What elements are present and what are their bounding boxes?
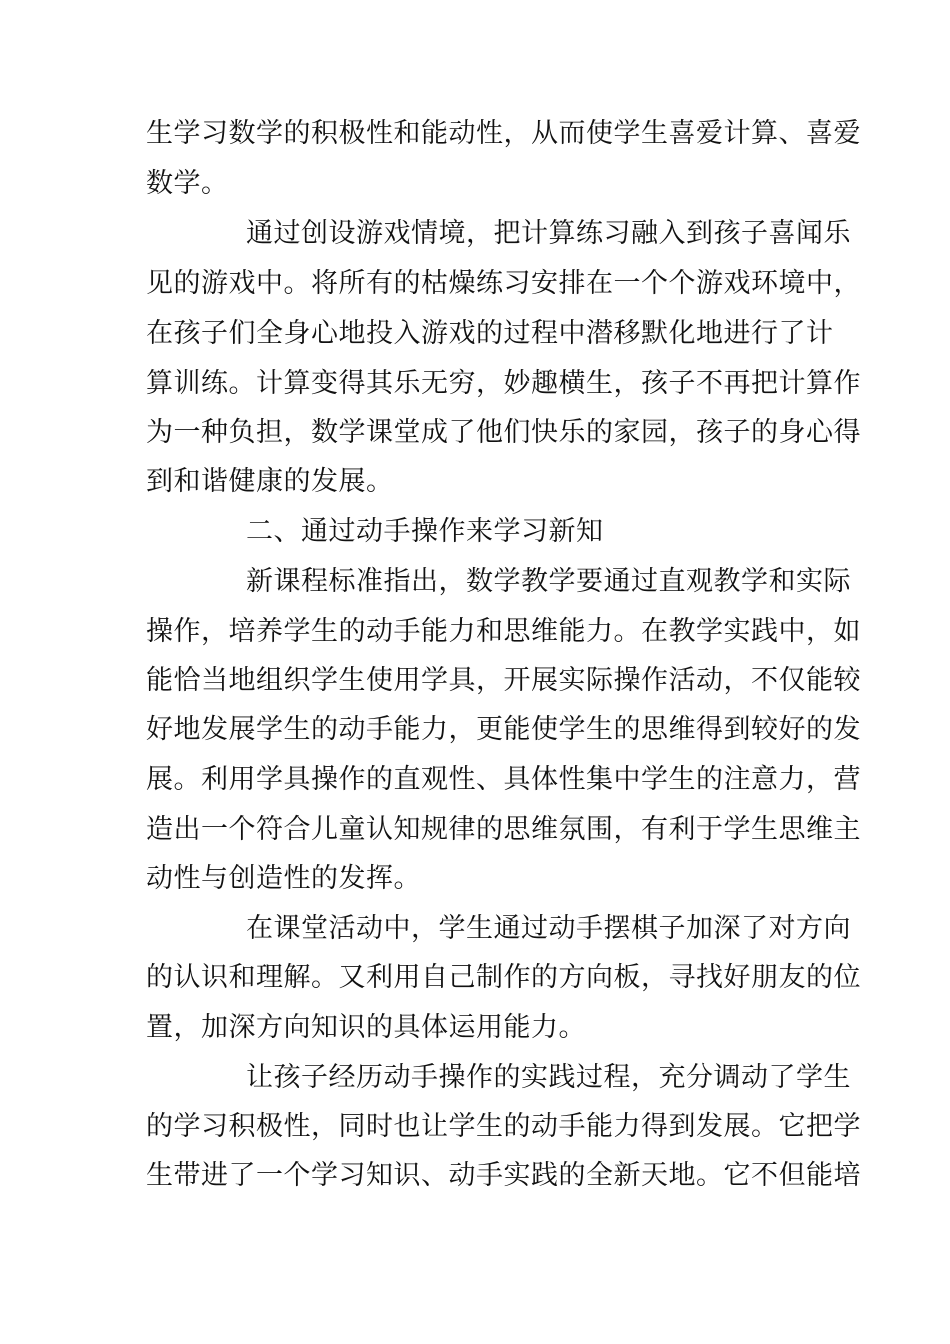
text-line: 数学。 (146, 168, 229, 199)
text-line: 动性与创造性的发挥。 (146, 863, 421, 894)
text-line: 到和谐健康的发展。 (146, 466, 394, 497)
paragraph-first-line: 新课程标准指出，数学教学要通过直观教学和实际 (246, 566, 851, 597)
section-heading: 二、通过动手操作来学习新知 (246, 516, 604, 547)
text-line: 在孩子们全身心地投入游戏的过程中潜移默化地进行了计 (146, 318, 834, 349)
text-line: 的认识和理解。又利用自己制作的方向板，寻找好朋友的位 (146, 962, 861, 993)
paragraph-first-line: 让孩子经历动手操作的实践过程，充分调动了学生 (246, 1062, 851, 1093)
text-line: 置，加深方向知识的具体运用能力。 (146, 1012, 586, 1043)
paragraph-first-line: 通过创设游戏情境，把计算练习融入到孩子喜闻乐 (246, 218, 851, 249)
text-line: 能恰当地组织学生使用学具，开展实际操作活动，不仅能较 (146, 665, 861, 696)
text-line: 好地发展学生的动手能力，更能使学生的思维得到较好的发 (146, 714, 861, 745)
text-line: 操作，培养学生的动手能力和思维能力。在教学实践中，如 (146, 616, 861, 647)
paragraph-first-line: 在课堂活动中，学生通过动手摆棋子加深了对方向 (246, 913, 851, 944)
text-line: 的学习积极性，同时也让学生的动手能力得到发展。它把学 (146, 1111, 861, 1142)
text-line: 生学习数学的积极性和能动性，从而使学生喜爱计算、喜爱 (146, 118, 861, 149)
text-line: 造出一个符合儿童认知规律的思维氛围，有利于学生思维主 (146, 814, 861, 845)
text-line: 算训练。计算变得其乐无穷，妙趣横生，孩子不再把计算作 (146, 368, 861, 399)
text-line: 见的游戏中。将所有的枯燥练习安排在一个个游戏环境中， (146, 268, 861, 299)
text-line: 生带进了一个学习知识、动手实践的全新天地。它不但能培 (146, 1160, 861, 1191)
text-line: 展。利用学具操作的直观性、具体性集中学生的注意力，营 (146, 764, 861, 795)
text-line: 为一种负担，数学课堂成了他们快乐的家园，孩子的身心得 (146, 417, 861, 448)
